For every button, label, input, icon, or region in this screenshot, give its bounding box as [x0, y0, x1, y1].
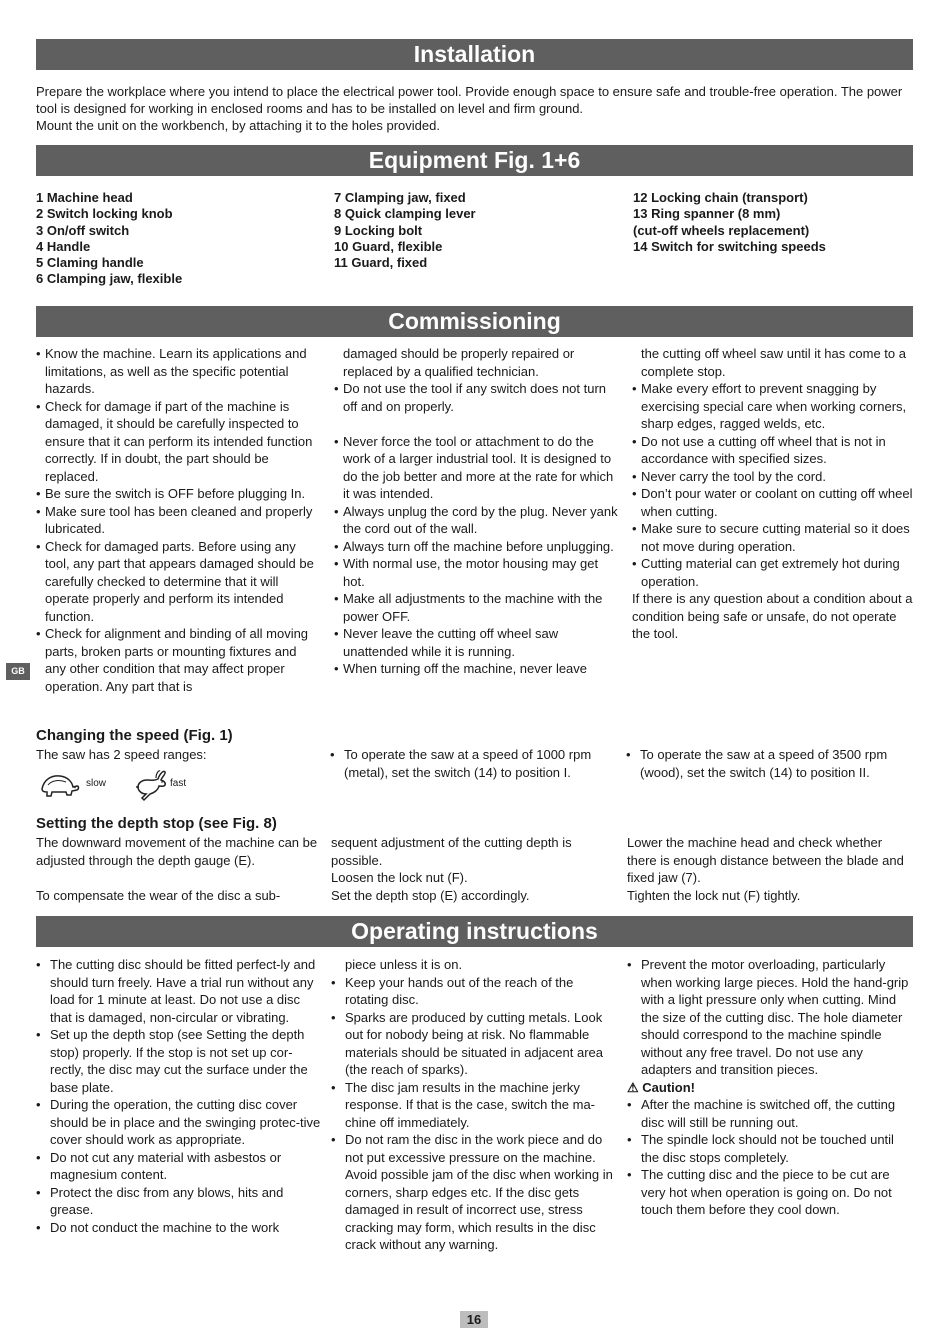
depth-text: Loosen the lock nut (F). — [331, 870, 468, 885]
equipment-list-col2 — [334, 190, 624, 271]
speed-col2 — [330, 746, 615, 781]
depth-col3 — [627, 834, 912, 904]
list-item: • The cutting disc and the piece to be cut are very hot when operation is going on. Do not touch them before they cool down. — [627, 1166, 914, 1219]
list-item: • With normal use, the motor housing may get hot. — [334, 555, 619, 590]
commissioning-col3 — [632, 345, 917, 643]
list-item: • Set up the depth stop (see Setting the depth stop) properly. If the stop is not set up cor-rectly, the disc may cut the surface under the base plate. — [36, 1026, 323, 1096]
equipment-item: 14 Switch for switching speeds — [633, 238, 826, 254]
turtle-icon — [38, 769, 80, 801]
commissioning-col2 — [334, 345, 619, 678]
operating-col2 — [331, 956, 618, 1254]
list-item-continued: piece unless it is on. — [345, 957, 463, 972]
equipment-item: (cut-off wheels replacement) — [633, 222, 810, 238]
operating-col1 — [36, 956, 323, 1236]
depth-text: To compensate the wear of the disc a sub- — [36, 887, 281, 903]
equipment-item: 5 Claming handle — [36, 255, 144, 271]
page-number: 16 — [460, 1311, 488, 1328]
section-header-installation: Installation — [36, 39, 913, 70]
list-item: • Always turn off the machine before unplugging. — [334, 538, 619, 556]
list-item: • Check for damaged parts. Before using any tool, any part that appears damaged should be carefully checked to determine that it will operate properly and perform its intended function. — [36, 538, 321, 626]
list-item-continued: damaged should be properly repaired or replaced by a qualified technician. — [343, 346, 575, 379]
list-item: • Do not use a cutting off wheel that is not in accordance with specified sizes. — [632, 433, 917, 468]
depth-col2 — [331, 834, 616, 904]
equipment-item: 10 Guard, flexible — [334, 238, 443, 254]
installation-paragraph: Prepare the workplace where you intend to place the electrical power tool. Provide enough space to ensure safe and trouble-free operation. The power tool is designed for working in enclosed rooms and has to be installed on level and firm ground. — [36, 84, 903, 116]
subheading-speed: Changing the speed (Fig. 1) — [36, 727, 233, 744]
equipment-list-col1 — [36, 190, 326, 288]
equipment-item: 11 Guard, fixed — [334, 255, 428, 271]
language-tab: GB — [6, 663, 30, 680]
section-header-operating: Operating instructions — [36, 916, 913, 947]
list-item: • Never force the tool or attachment to do the work of a larger industrial tool. It is designed to do the job better and more at the rate for which it was intended. — [334, 433, 619, 503]
list-item: • Make sure to secure cutting material so it does not move during operation. — [632, 520, 917, 555]
list-item: • Know the machine. Learn its applications and limitations, as well as the specific potential hazards. — [36, 345, 321, 398]
equipment-item: 4 Handle — [36, 238, 91, 254]
equipment-item: 6 Clamping jaw, flexible — [36, 271, 183, 287]
equipment-item: 12 Locking chain (transport) — [633, 190, 808, 205]
subheading-depth: Setting the depth stop (see Fig. 8) — [36, 815, 277, 832]
list-item: • The disc jam results in the machine jerky response. If that is the case, switch the ma-chine off immediately. — [331, 1079, 618, 1132]
depth-text: The downward movement of the machine can be adjusted through the depth gauge (E). — [36, 835, 318, 868]
list-item: • Check for damage if part of the machine is damaged, it should be carefully inspected to ensure that it can perform its intended function correctly. If in doubt, the part should be replaced. — [36, 398, 321, 486]
commissioning-col1 — [36, 345, 321, 695]
equipment-item: 9 Locking bolt — [334, 222, 423, 238]
operating-col3 — [627, 956, 914, 1219]
fast-label: fast — [170, 778, 187, 789]
list-item: • Protect the disc from any blows, hits and grease. — [36, 1184, 323, 1219]
list-item: • Do not use the tool if any switch does not turn off and on properly. — [334, 380, 619, 415]
caution-heading: ⚠ Caution! — [627, 1079, 695, 1095]
list-item: • Never carry the tool by the cord. — [632, 468, 917, 486]
equipment-item: 3 On/off switch — [36, 222, 130, 238]
list-item: • Never leave the cutting off wheel saw unattended while it is running. — [334, 625, 619, 660]
rabbit-icon — [134, 769, 170, 803]
list-item: • Do not conduct the machine to the work — [36, 1219, 323, 1237]
list-item: • Don’t pour water or coolant on cutting off wheel when cutting. — [632, 485, 917, 520]
depth-col1 — [36, 834, 321, 904]
list-item: • The cutting disc should be fitted perfect-ly and should turn freely. Have a trial run without any load for 1 minute at least. Do not use a disc that is damaged, non-circular or vibrating. — [36, 956, 323, 1026]
list-item: • Cutting material can get extremely hot during operation. — [632, 555, 917, 590]
list-item: • Sparks are produced by cutting metals. Look out for nobody being at risk. No flammable materials should be situated in adjacent area (the reach of sparks). — [331, 1009, 618, 1079]
equipment-list-col3 — [633, 190, 913, 255]
installation-text — [36, 83, 916, 134]
list-item: • When turning off the machine, never leave — [334, 660, 619, 678]
speed-intro: The saw has 2 speed ranges: — [36, 747, 207, 762]
commissioning-note: If there is any question about a condition about a condition being safe or unsafe, do not operate the tool. — [632, 591, 913, 641]
equipment-item: 13 Ring spanner (8 mm) — [633, 206, 781, 222]
list-item: • Check for alignment and binding of all moving parts, broken parts or mounting fixtures and any other condition that may affect proper operation. Any part that is — [36, 625, 321, 695]
equipment-item: 8 Quick clamping lever — [334, 206, 476, 222]
list-item: • To operate the saw at a speed of 3500 rpm (wood), set the switch (14) to position II. — [626, 746, 911, 781]
list-item: • Keep your hands out of the reach of the rotating disc. — [331, 974, 618, 1009]
speed-col3 — [626, 746, 911, 781]
equipment-item: 7 Clamping jaw, fixed — [334, 190, 466, 205]
list-item: • During the operation, the cutting disc cover should be in place and the swinging protec-tive cover should work as appropriate. — [36, 1096, 323, 1149]
list-item: • Make sure tool has been cleaned and properly lubricated. — [36, 503, 321, 538]
list-item: • Make all adjustments to the machine with the power OFF. — [334, 590, 619, 625]
depth-text: Set the depth stop (E) accordingly. — [331, 887, 530, 903]
list-item: • Make every effort to prevent snagging by exercising special care when working corners, sharp edges, ragged welds, etc. — [632, 380, 917, 433]
list-item: • Be sure the switch is OFF before plugging In. — [36, 485, 321, 503]
list-item: • Do not ram the disc in the work piece and do not put excessive pressure on the machine. Avoid possible jam of the disc when working in corners, sharp edges etc. If the disc gets damaged in result of incorrect use, stress cracking may form, which results in the disc crack without any warning. — [331, 1131, 618, 1254]
list-item: • After the machine is switched off, the cutting disc will still be running out. — [627, 1096, 914, 1131]
list-item: • Do not cut any material with asbestos or magnesium content. — [36, 1149, 323, 1184]
section-header-equipment: Equipment Fig. 1+6 — [36, 145, 913, 176]
list-item: • Prevent the motor overloading, particularly when working large pieces. Hold the hand-grip with a light pressure only when cutting. Mind the size of the cutting disc. The hole diameter should correspond to the machine spindle without any free travel. Do not use any adapters and transition pieces. — [627, 956, 914, 1079]
depth-text: Tighten the lock nut (F) tightly. — [627, 887, 801, 903]
section-header-commissioning: Commissioning — [36, 306, 913, 337]
list-item: • To operate the saw at a speed of 1000 rpm (metal), set the switch (14) to position I. — [330, 746, 615, 781]
equipment-item: 2 Switch locking knob — [36, 206, 173, 222]
depth-text: Lower the machine head and check whether there is enough distance between the blade and fixed jaw (7). — [627, 835, 904, 885]
list-item: • The spindle lock should not be touched until the disc stops completely. — [627, 1131, 914, 1166]
list-item-continued: the cutting off wheel saw until it has come to a complete stop. — [641, 346, 906, 379]
slow-label: slow — [86, 778, 107, 789]
depth-text: sequent adjustment of the cutting depth is possible. — [331, 835, 572, 868]
list-item: • Always unplug the cord by the plug. Never yank the cord out of the wall. — [334, 503, 619, 538]
equipment-item: 1 Machine head — [36, 190, 133, 205]
installation-paragraph: Mount the unit on the workbench, by attaching it to the holes provided. — [36, 118, 440, 133]
